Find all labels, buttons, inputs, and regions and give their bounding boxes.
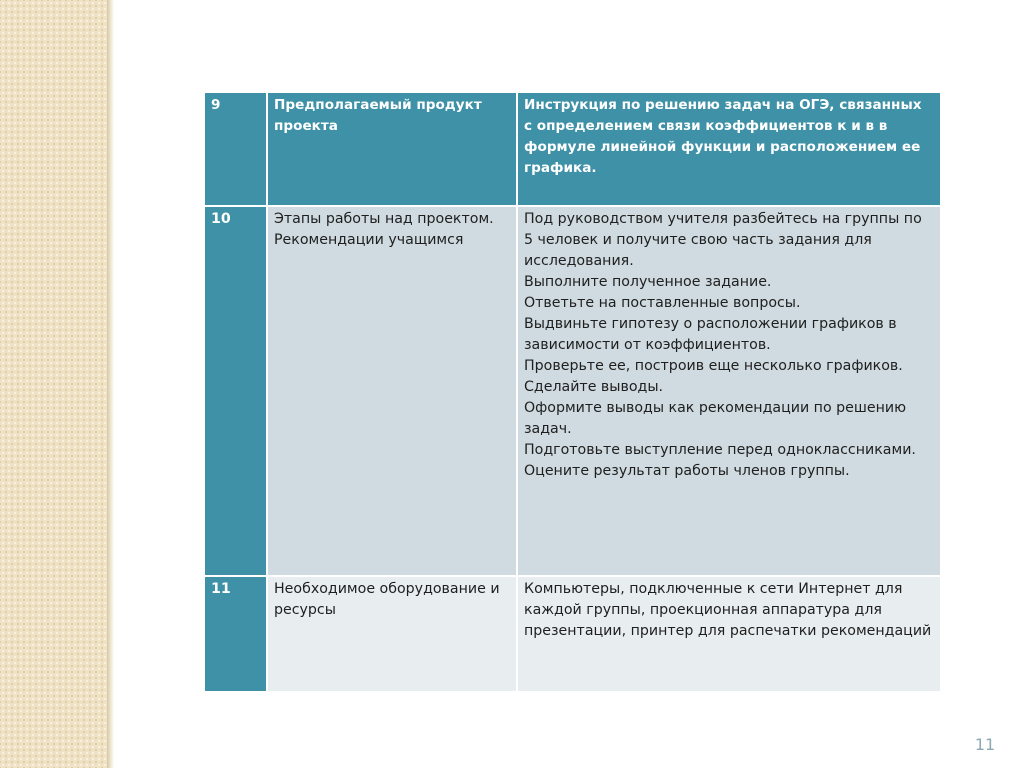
label-line: Рекомендации учащимся — [274, 232, 464, 248]
row-content: Компьютеры, подключенные к сети Интернет для каждой группы, проекционная аппаратура для презентации, принтер для распечатки рекомендаций — [517, 576, 940, 691]
label-line: Этапы работы над проектом. — [274, 211, 494, 227]
table-row — [205, 576, 940, 691]
instruction-line: Оцените результат работы членов группы. — [524, 463, 850, 479]
instruction-line: Выдвиньте гипотезу о расположении графиков в зависимости от коэффициентов. — [524, 316, 897, 353]
project-table — [205, 93, 940, 691]
row-number: 11 — [205, 576, 267, 691]
table-row — [205, 93, 940, 206]
instruction-line: Подготовьте выступление перед одноклассниками. — [524, 442, 916, 458]
row-content — [517, 206, 940, 576]
instruction-line: Оформите выводы как рекомендации по решению задач. — [524, 400, 907, 437]
side-band-edge — [107, 0, 114, 768]
page-number: 11 — [974, 735, 996, 754]
instruction-line: Выполните полученное задание. — [524, 274, 772, 290]
decorative-side-band — [0, 0, 107, 768]
row-label: Необходимое оборудование и ресурсы — [267, 576, 517, 691]
row-label — [267, 206, 517, 576]
row-number: 10 — [205, 206, 267, 576]
instruction-line: Проверьте ее, построив еще несколько графиков. — [524, 358, 903, 374]
instruction-line: Сделайте выводы. — [524, 379, 664, 395]
row-number: 9 — [205, 93, 267, 206]
row-label: Предполагаемый продукт проекта — [267, 93, 517, 206]
instruction-line: Под руководством учителя разбейтесь на группы по 5 человек и получите свою часть задания для исследования. — [524, 211, 922, 269]
row-content: Инструкция по решению задач на ОГЭ, связанных с определением связи коэффициентов к и в в формуле линейной функции и расположением ее графика. — [517, 93, 940, 206]
table-row — [205, 206, 940, 576]
instruction-line: Ответьте на поставленные вопросы. — [524, 295, 801, 311]
